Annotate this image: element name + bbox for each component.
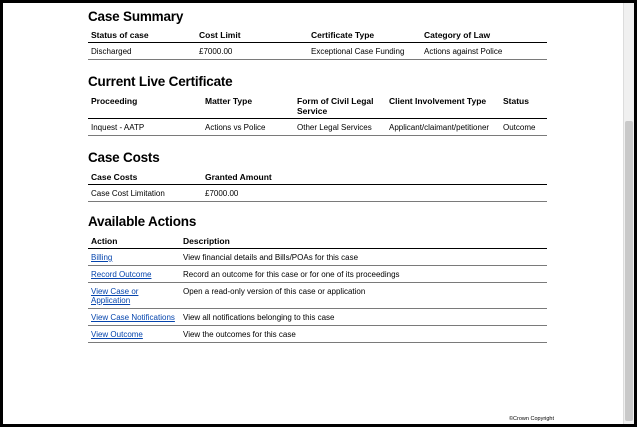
column-header: Matter Type bbox=[202, 93, 294, 119]
column-header: Granted Amount bbox=[202, 169, 547, 185]
action-cell bbox=[88, 249, 180, 266]
column-header: Case Costs bbox=[88, 169, 202, 185]
case-summary-heading: Case Summary bbox=[88, 9, 184, 24]
table-cell: Discharged bbox=[88, 43, 196, 60]
column-header: Form of Civil Legal Service bbox=[294, 93, 386, 119]
case-costs-heading: Case Costs bbox=[88, 150, 160, 165]
table-row bbox=[88, 309, 547, 326]
table-header-row bbox=[88, 93, 547, 119]
column-header: Description bbox=[180, 233, 547, 249]
action-cell bbox=[88, 309, 180, 326]
table-cell: £7000.00 bbox=[202, 185, 547, 202]
table-row bbox=[88, 266, 547, 283]
record-outcome-link[interactable]: Record Outcome bbox=[91, 270, 152, 279]
table-row bbox=[88, 43, 547, 60]
table-cell: Actions vs Police bbox=[202, 119, 294, 136]
live-certificate-heading: Current Live Certificate bbox=[88, 74, 233, 89]
available-actions-table bbox=[88, 233, 547, 343]
action-cell bbox=[88, 326, 180, 343]
column-header: Cost Limit bbox=[196, 27, 308, 43]
table-header-row bbox=[88, 27, 547, 43]
description-cell: View all notifications belonging to this case bbox=[180, 309, 547, 326]
action-cell bbox=[88, 266, 180, 283]
copyright-notice: ©Crown Copyright bbox=[509, 416, 555, 422]
billing-link[interactable]: Billing bbox=[91, 253, 113, 262]
table-cell: Inquest - AATP bbox=[88, 119, 202, 136]
column-header: Certificate Type bbox=[308, 27, 421, 43]
table-cell: Actions against Police bbox=[421, 43, 547, 60]
description-cell: View financial details and Bills/POAs for this case bbox=[180, 249, 547, 266]
view-case-or-application-link[interactable]: View Case or Application bbox=[91, 287, 139, 305]
available-actions-heading: Available Actions bbox=[88, 214, 197, 229]
column-header: Category of Law bbox=[421, 27, 547, 43]
column-header: Proceeding bbox=[88, 93, 202, 119]
column-header: Status of case bbox=[88, 27, 196, 43]
case-summary-table bbox=[88, 27, 547, 60]
table-header-row bbox=[88, 169, 547, 185]
table-cell: Exceptional Case Funding bbox=[308, 43, 421, 60]
table-cell: £7000.00 bbox=[196, 43, 308, 60]
table-cell: Other Legal Services bbox=[294, 119, 386, 136]
description-cell: Record an outcome for this case or for one of its proceedings bbox=[180, 266, 547, 283]
table-cell: Case Cost Limitation bbox=[88, 185, 202, 202]
case-details-content bbox=[88, 9, 550, 343]
table-row bbox=[88, 249, 547, 266]
case-costs-table bbox=[88, 169, 547, 202]
table-row bbox=[88, 119, 547, 136]
table-row bbox=[88, 185, 547, 202]
table-cell: Outcome bbox=[500, 119, 547, 136]
column-header: Client Involvement Type bbox=[386, 93, 500, 119]
table-cell: Applicant/claimant/petitioner bbox=[386, 119, 500, 136]
action-cell bbox=[88, 283, 180, 309]
view-case-notifications-link[interactable]: View Case Notifications bbox=[91, 313, 175, 322]
column-header: Action bbox=[88, 233, 180, 249]
description-cell: View the outcomes for this case bbox=[180, 326, 547, 343]
table-header-row bbox=[88, 233, 547, 249]
table-row bbox=[88, 283, 547, 309]
scrollbar-thumb[interactable] bbox=[625, 121, 633, 421]
table-row bbox=[88, 326, 547, 343]
description-cell: Open a read-only version of this case or application bbox=[180, 283, 547, 309]
vertical-scrollbar[interactable] bbox=[623, 3, 634, 424]
column-header: Status bbox=[500, 93, 547, 119]
view-outcome-link[interactable]: View Outcome bbox=[91, 330, 143, 339]
live-certificate-table bbox=[88, 93, 547, 136]
